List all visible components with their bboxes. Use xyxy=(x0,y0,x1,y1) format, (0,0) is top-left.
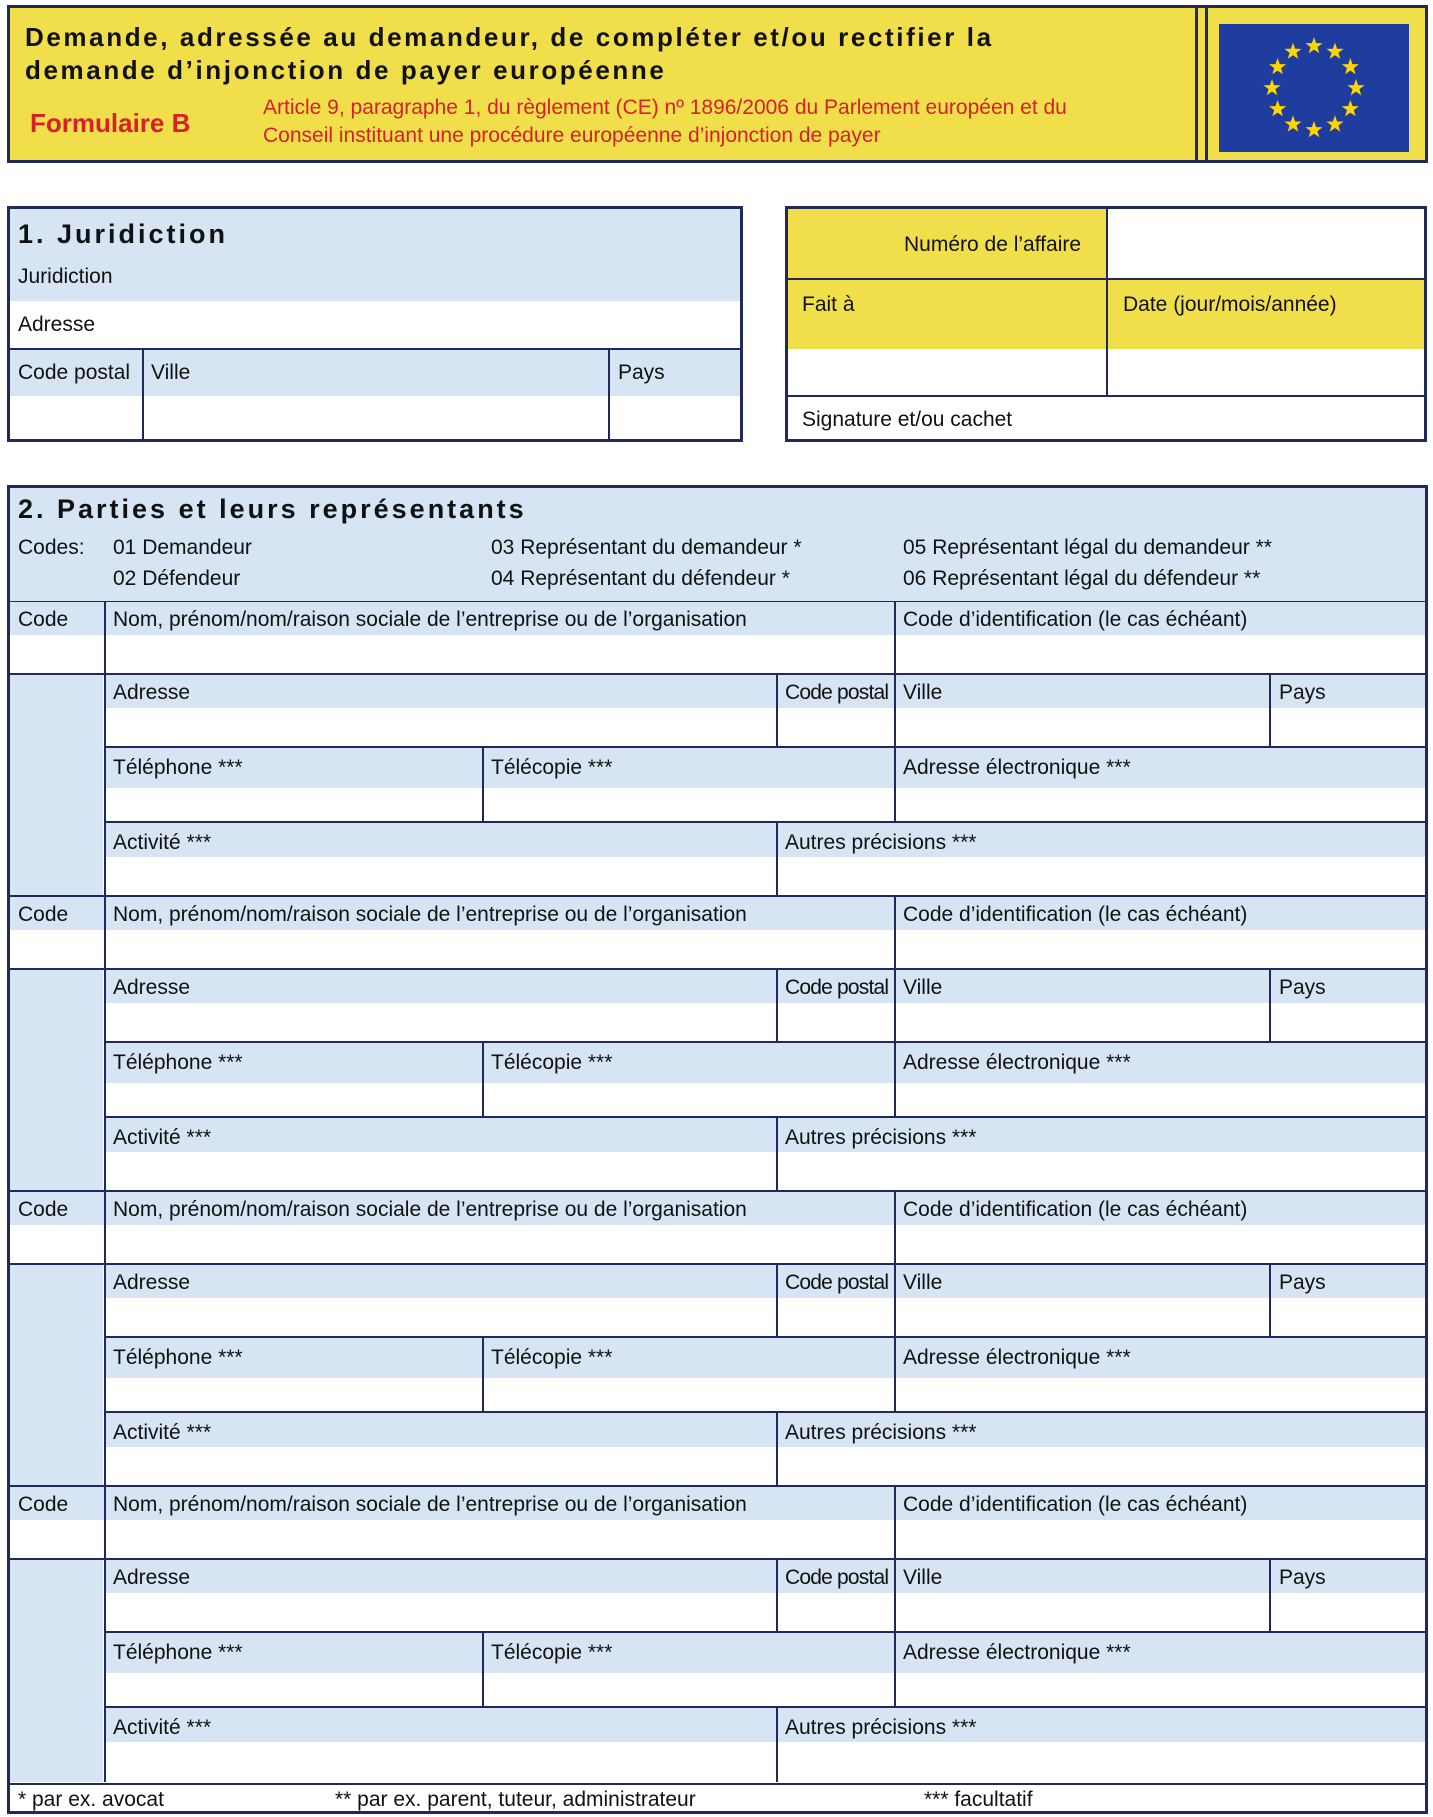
party-city-field[interactable] xyxy=(896,1003,1268,1041)
party-name-label: Nom, prénom/nom/raison sociale de l’entreprise ou de l’organisation xyxy=(113,903,747,926)
party-block xyxy=(10,897,1425,1192)
party-other-label: Autres précisions *** xyxy=(785,831,977,854)
party-name-label: Nom, prénom/nom/raison sociale de l’entreprise ou de l’organisation xyxy=(113,1198,747,1221)
party-phone-label: Téléphone *** xyxy=(113,1346,243,1369)
codes-label: Codes: xyxy=(18,536,85,559)
party-email-field[interactable] xyxy=(896,1673,1425,1706)
party-country-label: Pays xyxy=(1279,1271,1326,1294)
party-name-label: Nom, prénom/nom/raison sociale de l’entreprise ou de l’organisation xyxy=(113,1493,747,1516)
party-phone-label: Téléphone *** xyxy=(113,756,243,779)
party-email-label: Adresse électronique *** xyxy=(903,756,1131,779)
party-code-field[interactable] xyxy=(10,635,103,673)
party-address-label: Adresse xyxy=(113,976,191,999)
party-code-field[interactable] xyxy=(10,1520,103,1558)
case-number-label: Numéro de l’affaire xyxy=(904,233,1082,256)
party-postcode-field[interactable] xyxy=(778,1003,893,1041)
party-code-field[interactable] xyxy=(10,930,103,968)
eu-star-icon xyxy=(1305,121,1322,137)
party-address-label: Adresse xyxy=(113,681,191,704)
parties-section xyxy=(7,485,1428,1814)
party-other-field[interactable] xyxy=(778,1447,1425,1485)
party-phone-field[interactable] xyxy=(106,1083,481,1116)
party-activity-label: Activité *** xyxy=(113,1126,212,1149)
party-address-field[interactable] xyxy=(106,1593,775,1631)
footnote-lawyer: * par ex. avocat xyxy=(18,1788,164,1811)
party-name-label: Nom, prénom/nom/raison sociale de l’entreprise ou de l’organisation xyxy=(113,608,747,631)
party-email-field[interactable] xyxy=(896,788,1425,821)
party-fax-label: Télécopie *** xyxy=(491,756,613,779)
party-country-label: Pays xyxy=(1279,976,1326,999)
party-name-field[interactable] xyxy=(106,1520,893,1558)
party-country-field[interactable] xyxy=(1271,1593,1425,1631)
party-code-label: Code xyxy=(18,1198,69,1221)
party-block xyxy=(10,602,1425,897)
party-activity-label: Activité *** xyxy=(113,831,212,854)
party-postcode-label: Code postal xyxy=(785,1271,889,1294)
form-title-line2: demande d’injonction de payer européenne xyxy=(25,55,667,85)
court-address-label: Adresse xyxy=(18,313,96,336)
party-other-label: Autres précisions *** xyxy=(785,1716,977,1739)
court-country-label: Pays xyxy=(618,361,665,384)
party-code-label: Code xyxy=(18,608,69,631)
party-fax-label: Télécopie *** xyxy=(491,1346,613,1369)
party-city-label: Ville xyxy=(903,1566,943,1589)
party-activity-field[interactable] xyxy=(106,1152,775,1190)
party-phone-label: Téléphone *** xyxy=(113,1051,243,1074)
place-field[interactable] xyxy=(788,349,1105,395)
signature-label: Signature et/ou cachet xyxy=(802,408,1013,431)
party-country-label: Pays xyxy=(1279,681,1326,704)
party-other-field[interactable] xyxy=(778,1152,1425,1190)
party-address-field[interactable] xyxy=(106,708,775,746)
party-email-label: Adresse électronique *** xyxy=(903,1051,1131,1074)
court-country-field[interactable] xyxy=(610,396,740,439)
code-04: 04 Représentant du défendeur * xyxy=(491,567,790,590)
eu-star-icon xyxy=(1263,79,1280,95)
party-postcode-field[interactable] xyxy=(778,1593,893,1631)
party-postcode-field[interactable] xyxy=(778,1298,893,1336)
party-code-field[interactable] xyxy=(10,1225,103,1263)
code-06: 06 Représentant légal du défendeur ** xyxy=(903,567,1261,590)
party-id-code-label: Code d’identification (le cas échéant) xyxy=(903,608,1248,631)
party-address-label: Adresse xyxy=(113,1271,191,1294)
eu-star-icon xyxy=(1342,58,1359,74)
court-name-label: Juridiction xyxy=(18,265,113,288)
court-city-label: Ville xyxy=(151,361,191,384)
court-section-title: 1. Juridiction xyxy=(18,219,229,249)
party-id-code-label: Code d’identification (le cas échéant) xyxy=(903,903,1248,926)
party-fax-field[interactable] xyxy=(484,1083,893,1116)
party-city-field[interactable] xyxy=(896,1298,1268,1336)
party-city-label: Ville xyxy=(903,681,943,704)
party-postcode-label: Code postal xyxy=(785,681,889,704)
party-code-label: Code xyxy=(18,903,69,926)
party-id-code-label: Code d’identification (le cas échéant) xyxy=(903,1198,1248,1221)
party-activity-label: Activité *** xyxy=(113,1421,212,1444)
party-country-field[interactable] xyxy=(1271,708,1425,746)
eu-star-icon xyxy=(1269,58,1286,74)
code-03: 03 Représentant du demandeur * xyxy=(491,536,802,559)
party-email-field[interactable] xyxy=(896,1378,1425,1411)
party-phone-label: Téléphone *** xyxy=(113,1641,243,1664)
parties-section-title: 2. Parties et leurs représentants xyxy=(18,494,527,524)
party-other-field[interactable] xyxy=(778,1742,1425,1780)
party-email-label: Adresse électronique *** xyxy=(903,1641,1131,1664)
party-fax-field[interactable] xyxy=(484,788,893,821)
party-id-code-field[interactable] xyxy=(896,635,1425,673)
eu-star-icon xyxy=(1342,100,1359,116)
code-05: 05 Représentant légal du demandeur ** xyxy=(903,536,1272,559)
footnote-legal-rep: ** par ex. parent, tuteur, administrateur xyxy=(335,1788,696,1811)
eu-star-icon xyxy=(1326,43,1343,59)
form-label: Formulaire B xyxy=(30,108,191,138)
form-header xyxy=(7,5,1428,163)
case-box xyxy=(785,206,1427,442)
party-postcode-field[interactable] xyxy=(778,708,893,746)
party-activity-field[interactable] xyxy=(106,857,775,895)
party-block xyxy=(10,1192,1425,1487)
place-label: Fait à xyxy=(802,293,855,316)
party-id-code-field[interactable] xyxy=(896,1225,1425,1263)
court-name-field[interactable] xyxy=(10,301,740,349)
party-postcode-label: Code postal xyxy=(785,976,889,999)
party-block xyxy=(10,1487,1425,1782)
party-country-field[interactable] xyxy=(1271,1003,1425,1041)
party-city-label: Ville xyxy=(903,976,943,999)
party-phone-field[interactable] xyxy=(106,1673,481,1706)
party-address-label: Adresse xyxy=(113,1566,191,1589)
article-reference-line1: Article 9, paragraphe 1, du règlement (CE) nº 1896/2006 du Parlement européen et du xyxy=(263,96,1067,119)
court-postcode-label: Code postal xyxy=(18,361,131,384)
party-code-label: Code xyxy=(18,1493,69,1516)
party-postcode-label: Code postal xyxy=(785,1566,889,1589)
party-other-label: Autres précisions *** xyxy=(785,1421,977,1444)
court-postcode-field[interactable] xyxy=(10,396,141,439)
eu-star-icon xyxy=(1284,43,1301,59)
party-other-field[interactable] xyxy=(778,857,1425,895)
party-phone-field[interactable] xyxy=(106,788,481,821)
party-address-field[interactable] xyxy=(106,1298,775,1336)
party-other-label: Autres précisions *** xyxy=(785,1126,977,1149)
court-section xyxy=(7,206,743,442)
code-02: 02 Défendeur xyxy=(113,567,241,590)
eu-star-icon xyxy=(1305,37,1322,53)
form-title-line1: Demande, adressée au demandeur, de compléter et/ou rectifier la xyxy=(25,22,994,52)
eu-star-icon xyxy=(1269,100,1286,116)
party-name-field[interactable] xyxy=(106,1225,893,1263)
date-field[interactable] xyxy=(1108,349,1424,395)
party-phone-field[interactable] xyxy=(106,1378,481,1411)
party-activity-field[interactable] xyxy=(106,1742,775,1780)
party-city-label: Ville xyxy=(903,1271,943,1294)
party-fax-label: Télécopie *** xyxy=(491,1641,613,1664)
date-label: Date (jour/mois/année) xyxy=(1123,293,1337,316)
party-city-field[interactable] xyxy=(896,1593,1268,1631)
eu-star-icon xyxy=(1284,115,1301,131)
party-address-field[interactable] xyxy=(106,1003,775,1041)
party-fax-field[interactable] xyxy=(484,1378,893,1411)
party-email-field[interactable] xyxy=(896,1083,1425,1116)
eu-star-icon xyxy=(1326,115,1343,131)
party-city-field[interactable] xyxy=(896,708,1268,746)
party-country-label: Pays xyxy=(1279,1566,1326,1589)
party-name-field[interactable] xyxy=(106,635,893,673)
party-id-code-label: Code d’identification (le cas échéant) xyxy=(903,1493,1248,1516)
court-city-field[interactable] xyxy=(144,396,607,439)
code-01: 01 Demandeur xyxy=(113,536,252,559)
party-activity-label: Activité *** xyxy=(113,1716,212,1739)
eu-flag-icon xyxy=(1219,24,1409,152)
party-fax-label: Télécopie *** xyxy=(491,1051,613,1074)
party-country-field[interactable] xyxy=(1271,1298,1425,1336)
party-name-field[interactable] xyxy=(106,930,893,968)
article-reference-line2: Conseil instituant une procédure européenne d’injonction de payer xyxy=(263,124,881,147)
footnote-optional: *** facultatif xyxy=(924,1788,1033,1811)
eu-star-icon xyxy=(1347,79,1364,95)
party-fax-field[interactable] xyxy=(484,1673,893,1706)
party-id-code-field[interactable] xyxy=(896,1520,1425,1558)
party-activity-field[interactable] xyxy=(106,1447,775,1485)
case-number-field[interactable] xyxy=(1108,209,1424,278)
party-email-label: Adresse électronique *** xyxy=(903,1346,1131,1369)
party-id-code-field[interactable] xyxy=(896,930,1425,968)
